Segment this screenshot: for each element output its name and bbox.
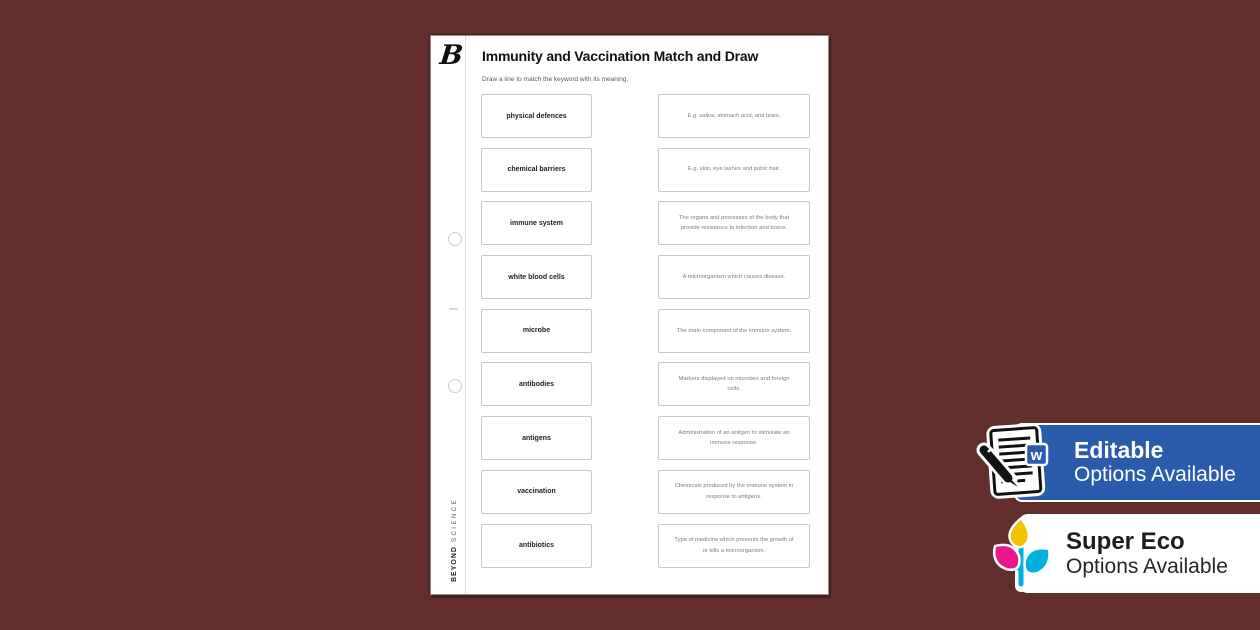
definition-box: The main component of the immune system.: [658, 309, 810, 353]
match-row: [481, 201, 810, 245]
keyword-box: microbe: [481, 309, 592, 353]
worksheet-title: Immunity and Vaccination Match and Draw: [482, 48, 759, 64]
keyword-box: immune system: [481, 201, 592, 245]
match-row: [481, 148, 810, 192]
super-eco-badge-title: Super Eco: [1066, 527, 1185, 555]
definition-box: E.g. saliva, stomach acid, and tears.: [658, 94, 810, 138]
eco-plant-icon: [984, 514, 1058, 594]
definition-box: Administration of an antigen to stimulate an immune response.: [658, 416, 810, 460]
brand-vertical-text: [451, 498, 458, 582]
definition-box: Type of medicine which prevents the growth of or kills a microorganism.: [658, 524, 810, 568]
definition-box: The organs and processes of the body that provide resistance to infection and toxins.: [658, 201, 810, 245]
keyword-box: antigens: [481, 416, 592, 460]
margin-tick: [449, 308, 458, 310]
word-document-pencil-icon: [976, 422, 1056, 506]
hole-punch-top: [448, 232, 462, 246]
match-and-draw-grid: [481, 94, 810, 568]
match-row: [481, 470, 810, 514]
editable-badge-subtitle: Options Available: [1074, 463, 1236, 487]
word-w-letter: w: [1030, 447, 1043, 464]
match-row: [481, 94, 810, 138]
worksheet-page: [430, 35, 829, 595]
match-row: [481, 255, 810, 299]
match-row: [481, 309, 810, 353]
keyword-box: physical defences: [481, 94, 592, 138]
match-row: [481, 362, 810, 406]
keyword-box: antibodies: [481, 362, 592, 406]
brand-name: BEYOND: [451, 546, 458, 582]
definition-box: Chemicals produced by the immune system in response to antigens.: [658, 470, 810, 514]
editable-badge-title: Editable: [1074, 437, 1164, 464]
margin-divider: [465, 36, 466, 594]
super-eco-options-badge[interactable]: [1018, 514, 1260, 593]
definition-box: Markers displayed on microbes and foreign cells.: [658, 362, 810, 406]
definition-box: A microorganism which causes disease.: [658, 255, 810, 299]
match-row: [481, 416, 810, 460]
super-eco-badge-subtitle: Options Available: [1066, 554, 1228, 578]
definition-box: E.g. skin, eye lashes and pubic hair.: [658, 148, 810, 192]
keyword-box: antibiotics: [481, 524, 592, 568]
brand-sub: SCIENCE: [452, 497, 458, 543]
match-row: [481, 524, 810, 568]
keyword-box: chemical barriers: [481, 148, 592, 192]
editable-options-badge[interactable]: [1014, 423, 1260, 502]
keyword-box: vaccination: [481, 470, 592, 514]
hole-punch-bottom: [448, 379, 462, 393]
beyond-logo-icon: B: [438, 40, 465, 71]
keyword-box: white blood cells: [481, 255, 592, 299]
worksheet-instructions: Draw a line to match the keyword with its meaning.: [482, 76, 629, 83]
